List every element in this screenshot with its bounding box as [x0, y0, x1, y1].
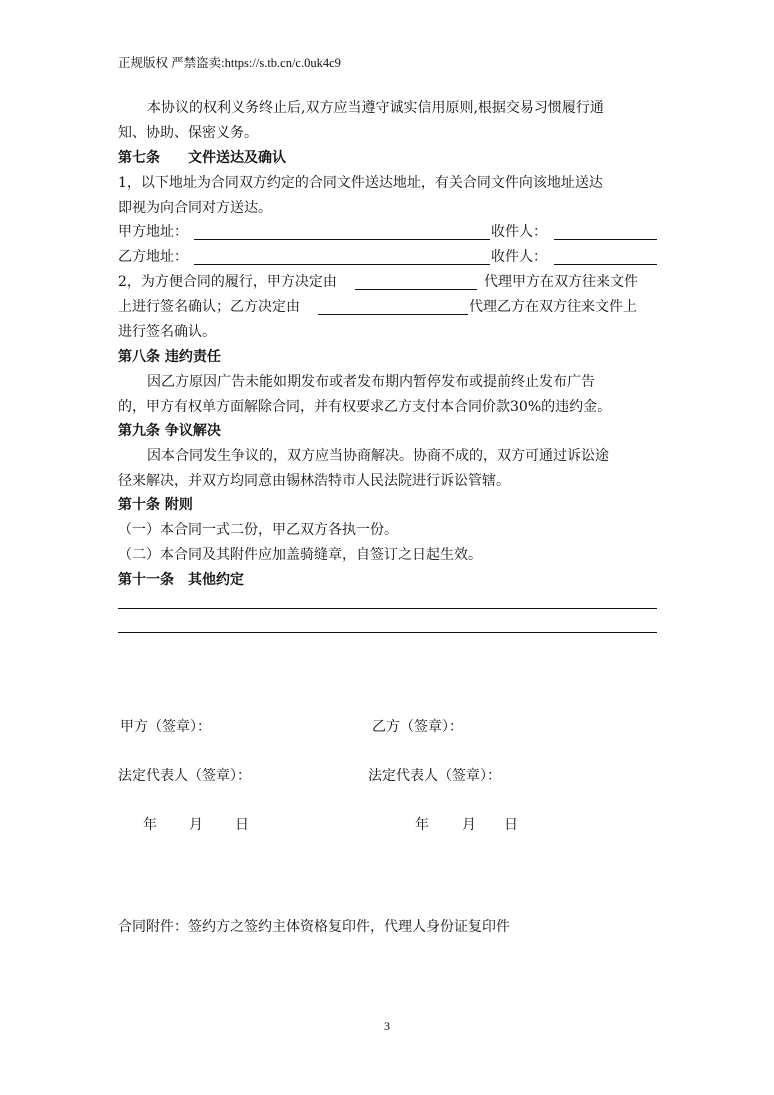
article-11-heading: 第十一条 其他约定 [118, 572, 244, 588]
article-10-item1: （一）本合同一式二份，甲乙双方各执一份。 [118, 522, 398, 538]
article-9-line1: 因本合同发生争议的，双方应当协商解决。协商不成的，双方可通过诉讼途 [147, 448, 609, 464]
article-8-line2: 的，甲方有权单方面解除合同，并有权要求乙方支付本合同价款30%的违约金。 [118, 399, 612, 415]
party-b-recipient-label: 收件人： [491, 249, 547, 265]
intro-line-1: 本协议的权利义务终止后,双方应当遵守诚实信用原则,根据交易习惯履行通 [147, 100, 604, 116]
party-a-seal-label: 甲方（签章）： [120, 719, 211, 735]
article-10-heading: 第十条 附则 [118, 497, 193, 513]
article-7-item1-line2: 即视为向合同对方送达。 [118, 200, 272, 216]
article-7-item2-line1-a: 2，为方便合同的履行，甲方决定由 [118, 274, 337, 290]
party-b-date-year: 年 [415, 817, 429, 833]
party-b-date-day: 日 [504, 817, 518, 833]
party-b-seal-label: 乙方（签章）： [372, 719, 463, 735]
article-7-item2-line3: 进行签名确认。 [118, 324, 216, 340]
party-a-date-month: 月 [189, 817, 203, 833]
page-number: 3 [384, 1019, 390, 1033]
other-terms-line-1[interactable] [118, 608, 657, 609]
article-10-item2: （二）本合同及其附件应加盖骑缝章，自签订之日起生效。 [118, 547, 482, 563]
party-b-date-month: 月 [462, 817, 476, 833]
party-b-agent-field[interactable] [318, 314, 468, 315]
article-7-item2-line2-b: 代理乙方在双方往来文件上 [469, 299, 637, 315]
article-9-heading: 第九条 争议解决 [118, 423, 221, 439]
page-header: 正规版权 严禁盗卖:https://s.tb.cn/c.0uk4c9 [118, 56, 341, 70]
article-7-item2-line1-b: 代理甲方在双方往来文件 [484, 274, 638, 290]
party-b-rep-label: 法定代表人（签章）： [368, 768, 501, 784]
article-7-item2-line2-a: 上进行签名确认；乙方决定由 [118, 299, 300, 315]
party-a-address-field[interactable] [194, 239, 490, 240]
article-7-item1-line1: 1，以下地址为合同双方约定的合同文件送达地址，有关合同文件向该地址送达 [118, 175, 603, 191]
article-9-line2: 径来解决，并双方均同意由锡林浩特市人民法院进行诉讼管辖。 [118, 473, 510, 489]
party-b-recipient-field[interactable] [554, 264, 657, 265]
party-b-address-label: 乙方地址： [118, 249, 188, 265]
party-a-date-day: 日 [235, 817, 249, 833]
party-a-rep-label: 法定代表人（签章）： [118, 768, 251, 784]
article-8-line1: 因乙方原因广告未能如期发布或者发布期内暂停发布或提前终止发布广告 [147, 374, 595, 390]
other-terms-line-2[interactable] [118, 632, 657, 633]
intro-line-2: 知、协助、保密义务。 [118, 125, 258, 141]
party-a-date-year: 年 [143, 817, 157, 833]
party-a-recipient-field[interactable] [554, 239, 657, 240]
article-7-heading: 第七条 文件送达及确认 [118, 150, 286, 166]
party-a-agent-field[interactable] [355, 289, 477, 290]
attachment-note: 合同附件：签约方之签约主体资格复印件，代理人身份证复印件 [118, 919, 510, 935]
article-8-heading: 第八条 违约责任 [118, 349, 221, 365]
party-a-recipient-label: 收件人： [491, 224, 547, 240]
party-b-address-field[interactable] [194, 264, 490, 265]
party-a-address-label: 甲方地址： [118, 224, 188, 240]
